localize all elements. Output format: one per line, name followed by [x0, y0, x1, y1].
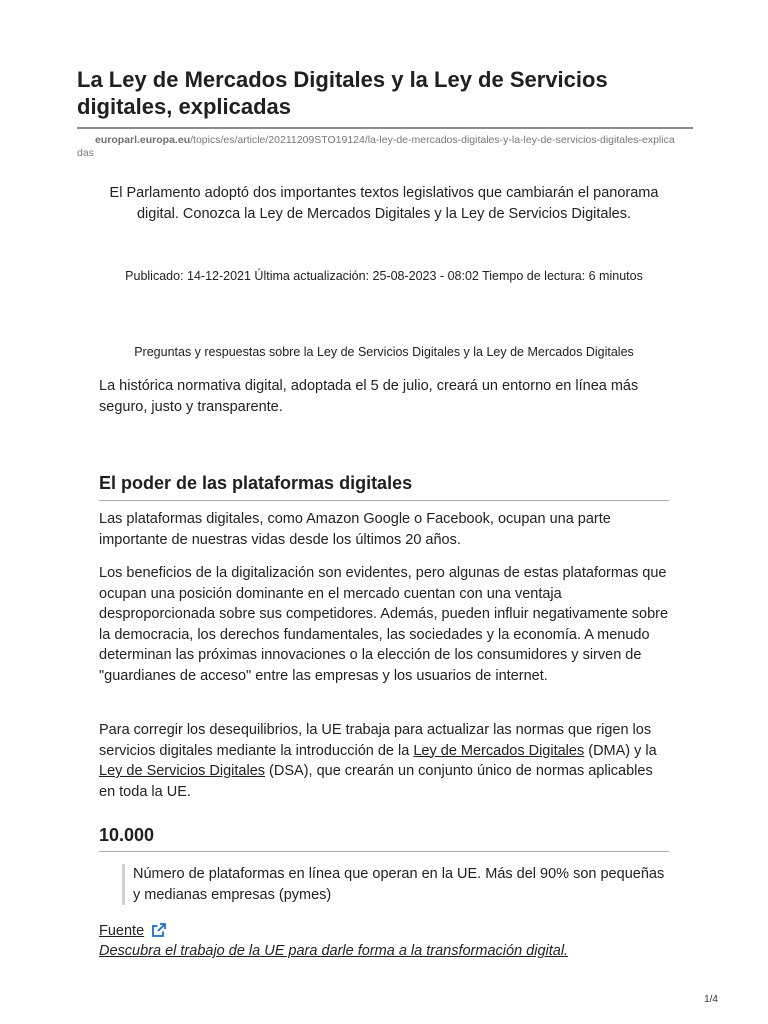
section-heading: El poder de las plataformas digitales — [99, 473, 413, 493]
stat-divider — [99, 851, 669, 852]
publication-meta: Publicado: 14-12-2021 Última actualización: 25-08-2023 - 08:02 Tiempo de lectura: 6 minutos — [125, 269, 643, 283]
paragraph-text: Para corregir los desequilibrios, la UE trabaja para actualizar las normas que rigen los servicios digitales mediante la introducción de la — [99, 722, 652, 759]
paragraph-regulation — [99, 720, 669, 802]
stat-caption: Número de plataformas en línea que operan en la UE. Más del 90% son pequeñas y medianas empresas (pymes) — [122, 864, 673, 905]
lead-paragraph: El Parlamento adoptó dos importantes textos legislativos que cambiarán el panorama digital. Conozca la Ley de Mercados Digitales y la Ley de Servicios Digitales. — [109, 185, 659, 222]
paragraph-benefits: Los beneficios de la digitalización son evidentes, pero algunas de estas plataformas que ocupan una posición dominante en el mercado cuentan con una ventaja desproporcionada sobre sus competidores. Además, pueden influir negativamente sobre la democracia, los derechos fundamentales, las sociedades y la economía. A menudo determinan las próximas innovaciones o la elección de los consumidores y sirven de "guardianes de acceso" entre las empresas y los usuarios de internet. — [99, 565, 669, 684]
dsa-link[interactable]: Ley de Servicios Digitales — [99, 763, 266, 779]
intro-paragraph: La histórica normativa digital, adoptada el 5 de julio, creará un entorno en línea más seguro, justo y transparente. — [99, 378, 639, 415]
source-link[interactable] — [99, 921, 166, 943]
paragraph-text: (DMA) y la — [584, 742, 657, 759]
dma-link[interactable]: Ley de Mercados Digitales — [413, 742, 585, 759]
source-domain: europarl.europa.eu — [95, 134, 191, 146]
paragraph-text: (DSA), que crearán un conjunto único de normas aplicables en toda la UE. — [99, 763, 653, 800]
page-number: 1/4 — [704, 994, 718, 1005]
source-link-label: Fuente — [99, 923, 145, 939]
title-divider — [77, 127, 693, 129]
cta-link[interactable]: Descubra el trabajo de la UE para darle forma a la transformación digital. — [99, 943, 569, 959]
paragraph-platforms: Las plataformas digitales, como Amazon Google o Facebook, ocupan una parte importante de nuestras vidas desde los últimos 20 años. — [99, 511, 611, 548]
source-path: /topics/es/article/20211209STO19124/la-ley-de-mercados-digitales-y-la-ley-de-servicios-digitales-explicadas — [77, 134, 675, 159]
qa-caption: Preguntas y respuestas sobre la Ley de Servicios Digitales y la Ley de Mercados Digitales — [134, 345, 634, 359]
stat-value: 10.000 — [99, 825, 155, 845]
external-link-icon — [152, 923, 166, 943]
source-url[interactable] — [77, 134, 677, 160]
section-divider — [99, 500, 669, 501]
page-title: La Ley de Mercados Digitales y la Ley de Servicios digitales, explicadas — [77, 67, 608, 119]
